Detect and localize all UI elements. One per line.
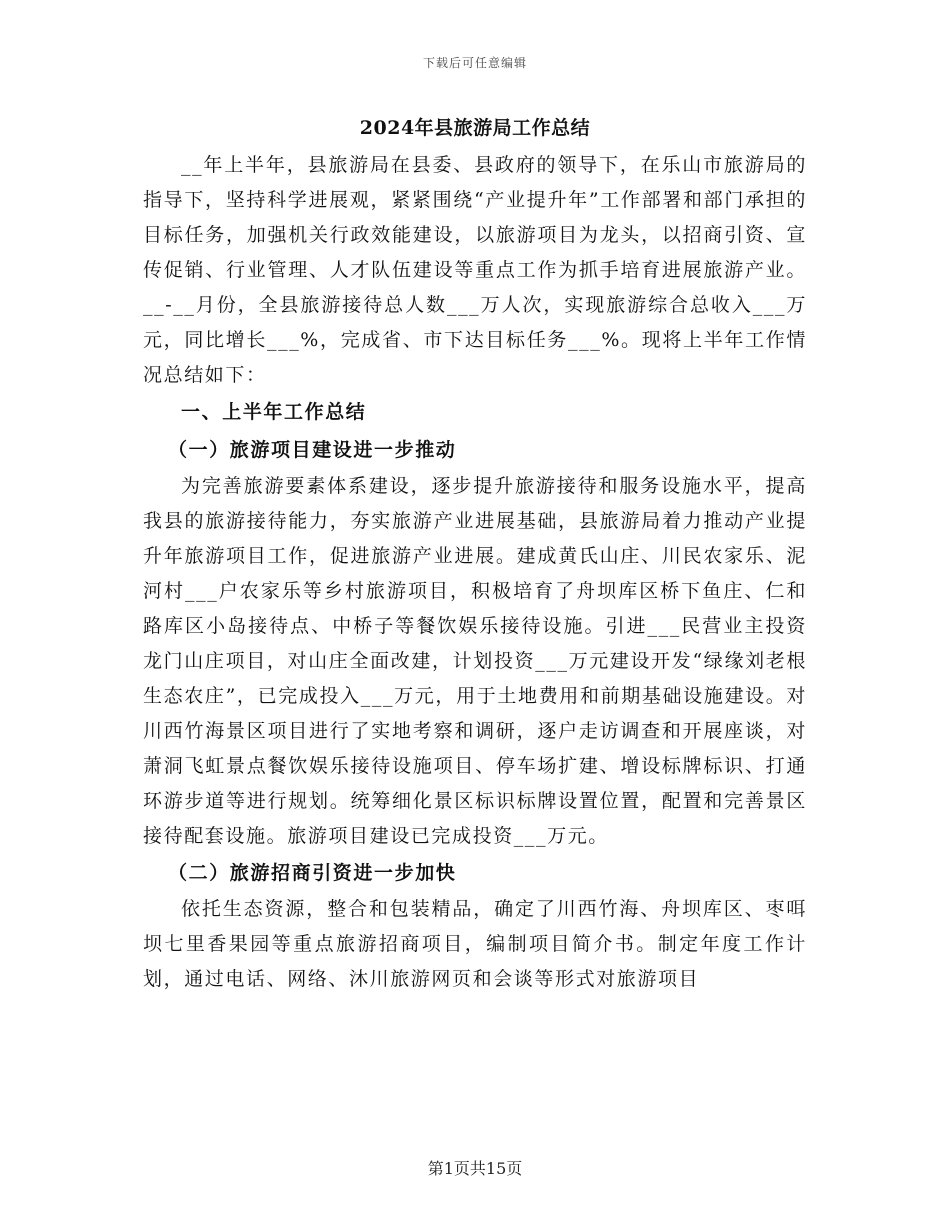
header-note: 下载后可任意编辑: [422, 56, 527, 70]
subsection-2-paragraph: 依托生态资源，整合和包装精品，确定了川西竹海、舟坝库区、枣咡坝七里香果园等重点旅游招商项目，编制项目简介书。制定年度工作计划，通过电话、网络、沐川旅游网页和会谈等形式对旅游项目: [143, 898, 807, 990]
section-heading-1: 一、上半年工作总结: [181, 401, 367, 423]
subsection-1-paragraph: 为完善旅游要素体系建设，逐步提升旅游接待和服务设施水平，提高我县的旅游接待能力，夯实旅游产业进展基础，县旅游局着力推动产业提升年旅游项目工作，促进旅游产业进展。建成黄氏山庄、川民农家乐、泥河村___户农家乐等乡村旅游项目，积极培育了舟坝库区桥下鱼庄、仁和路库区小岛接待点、中桥子等餐饮娱乐接待设施。引进___民营业主投资龙门山庄项目，对山庄全面改建，计划投资___万元建设开发“绿缘刘老根生态农庄”，已完成投入___万元，用于土地费用和前期基础设施建设。对川西竹海景区项目进行了实地考察和调研，逐户走访调查和开展座谈，对萧洞飞虹景点餐饮娱乐接待设施项目、停车场扩建、增设标牌标识、打通环游步道等进行规划。统筹细化景区标识标牌设置位置，配置和完善景区接待配套设施。旅游项目建设已完成投资___万元。: [143, 475, 807, 847]
subsection-heading-2: （二）旅游招商引资进一步加快: [168, 862, 457, 884]
intro-paragraph: __年上半年，县旅游局在县委、县政府的领导下，在乐山市旅游局的指导下，坚持科学进展观，紧紧围绕“产业提升年”工作部署和部门承担的目标任务，加强机关行政效能建设，以旅游项目为龙头，以招商引资、宣传促销、行业管理、人才队伍建设等重点工作为抓手培育进展旅游产业。__-__月份，全县旅游接待总人数___万人次，实现旅游综合总收入___万元，同比增长___%，完成省、市下达目标任务___%。现将上半年工作情况总结如下：: [143, 154, 807, 386]
document-body: [143, 110, 807, 997]
page-number: 第1页共15页: [427, 1159, 523, 1178]
subsection-heading-1: （一）旅游项目建设进一步推动: [168, 439, 457, 461]
document-title: 2024年县旅游局工作总结: [359, 117, 591, 139]
